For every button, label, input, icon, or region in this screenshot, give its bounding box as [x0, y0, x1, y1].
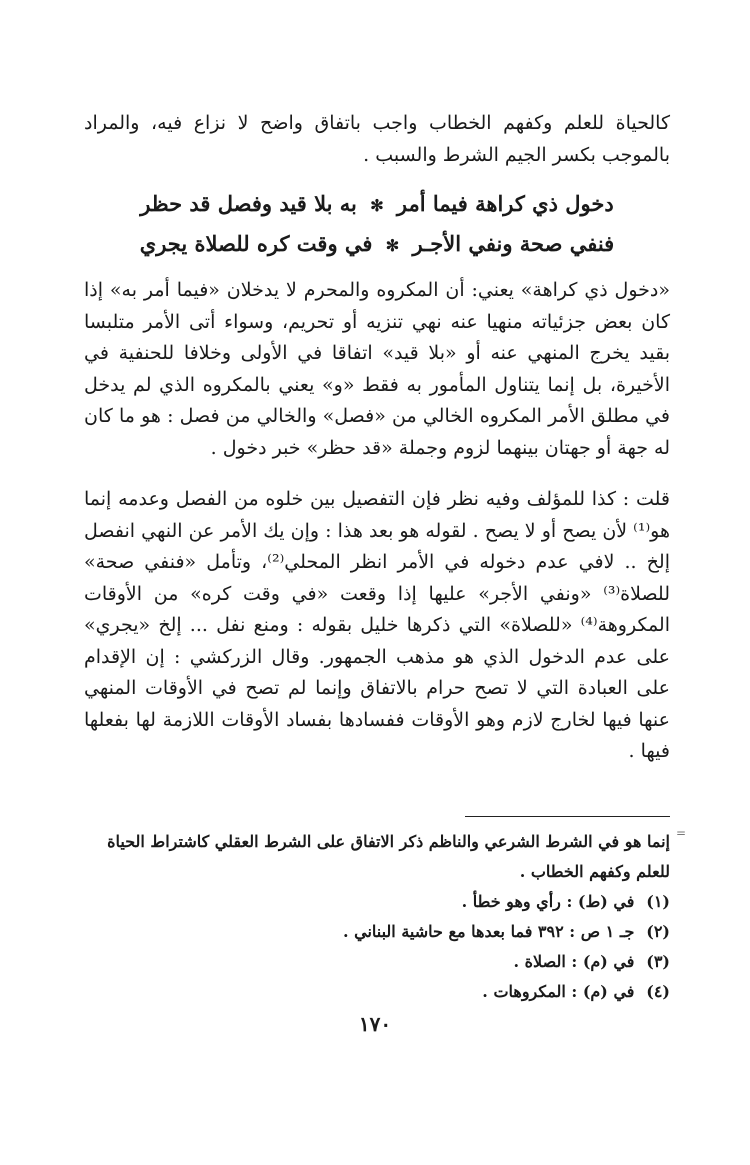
- verse-line-1: [84, 185, 670, 225]
- footnotes: [84, 816, 670, 1007]
- star-separator: ✻: [370, 196, 384, 215]
- footnote-list: [84, 887, 670, 1007]
- footnote-rule: [465, 816, 670, 817]
- footnote-text: جـ ١ ص : ٣٩٢ فما بعدها مع حاشية البناني .: [342, 922, 635, 941]
- footnote-item: [84, 887, 670, 917]
- footnote-item: [84, 917, 670, 947]
- footnote-text: في (م) : المكروهات .: [482, 982, 635, 1001]
- verse-hemistich: في وقت كره للصلاة يجري: [139, 231, 373, 256]
- commentary-paragraph: قلت : كذا للمؤلف وفيه نظر فإن التفصيل بين خلوه من الفصل وعدمه إنما هو⁽¹⁾ لأن يصح أو لا يصح . لقوله هو بعد هذا : وإن يك الأمر عن النهي انفصل إلخ .. لافي عدم دخوله في الأمر انظر المحلي⁽²⁾، وتأمل «فنفي صحة» للصلاة⁽³⁾ «ونفي الأجر» عليها إذا وقعت «في وقت كره» من الأوقات المكروهة⁽⁴⁾ «للصلاة» التي ذكرها خليل بقوله : ومنع نفل ... إلخ «يجري» على عدم الدخول الذي هو مذهب الجمهور. وقال الزركشي : إن الإقدام على العبادة التي لا تصح حرام بالاتفاق وإنما لم تصح في الأوقات المنهي عنها فيها لخارج لازم وهو الأوقات ففسادها بفساد الأوقات اللازمة لها بفعلها فيها .: [84, 488, 670, 762]
- footnote-item: [84, 977, 670, 1007]
- verse-hemistich: فنفي صحة ونفي الأجـر: [412, 231, 615, 256]
- verse-block: [84, 185, 670, 265]
- verse-hemistich: دخول ذي كراهة فيما أمر: [396, 191, 614, 216]
- main-text: [84, 108, 670, 768]
- footnote-item: [84, 947, 670, 977]
- footnote-number: (٢): [646, 922, 670, 941]
- verse-line-2: [84, 225, 670, 265]
- continuation-mark: =: [676, 826, 687, 840]
- footnote-text: في (م) : الصلاة .: [513, 952, 635, 971]
- footnote-number: (١): [646, 892, 670, 911]
- commentary-paragraph: «دخول ذي كراهة» يعني: أن المكروه والمحرم لا يدخلان «فيما أمر به» إذا كان بعض جزئياته منهيا عنه نهي تنزيه أو تحريم، وسواء أتى الأمر متلبسا بقيد يخرج المنهي عنه أو «بلا قيد» اتفاقا في الأولى وخلافا للحنفية في الأخيرة، بل إنما يتناول المأمور به فقط «و» يعني بالمكروه الذي لم يدخل في مطلق الأمر المكروه الخالي من «فصل» والخالي من فصل : هو ما كان له جهة أو جهتان بينهما لزوم وجملة «قد حظر» خبر دخول .: [84, 279, 670, 459]
- footnote-continuation: إنما هو في الشرط الشرعي والناظم ذكر الاتفاق على الشرط العقلي كاشتراط الحياة للعلم وكفهم الخطاب .: [107, 832, 670, 881]
- footnote-number: (٤): [646, 982, 670, 1001]
- footnote-text: في (ط) : رأي وهو خطأ .: [461, 892, 635, 911]
- star-separator: ✻: [385, 236, 400, 255]
- verse-hemistich: به بلا قيد وفصل قد حظر: [140, 191, 357, 216]
- page-number: ١٧٠: [358, 1012, 392, 1036]
- footnote-number: (٣): [646, 952, 670, 971]
- intro-paragraph: كالحياة للعلم وكفهم الخطاب واجب باتفاق واضح لا نزاع فيه، والمراد بالموجب بكسر الجيم الشرط والسبب .: [84, 112, 670, 166]
